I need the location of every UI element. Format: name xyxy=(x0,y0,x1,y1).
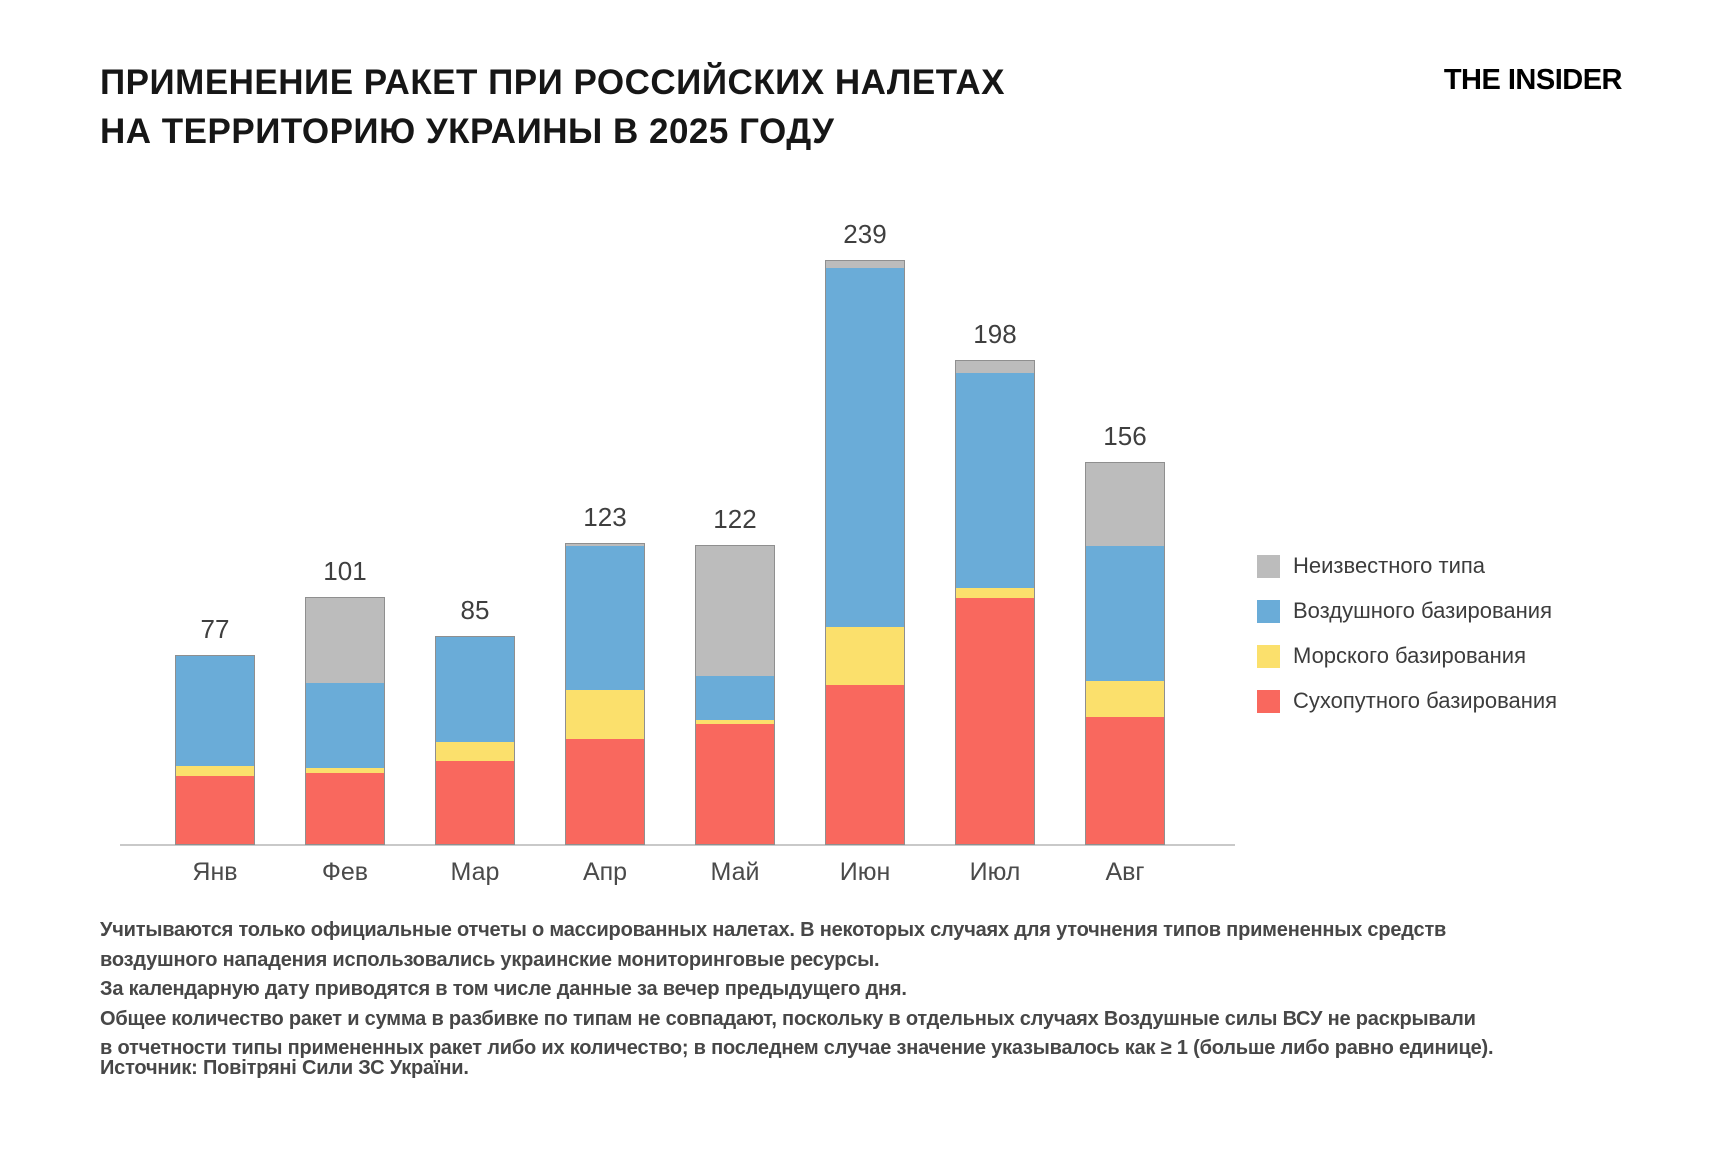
bar-segment xyxy=(1086,546,1164,680)
bar-segment xyxy=(826,268,904,627)
bar-segment xyxy=(566,546,644,690)
bar-segment xyxy=(956,373,1034,588)
bar-segment xyxy=(436,761,514,844)
bar-Янв xyxy=(175,655,255,845)
bar-segment xyxy=(1086,717,1164,844)
bar-segment xyxy=(176,766,254,776)
bar-total-label: 123 xyxy=(583,501,627,532)
legend-swatch xyxy=(1257,555,1280,578)
month-label-Апр: Апр xyxy=(582,858,628,886)
footnote-line: воздушного нападения использовались украинские мониторинговые ресурсы. xyxy=(100,948,880,971)
month-label-Фев: Фев xyxy=(321,858,369,886)
page-title-line2: НА ТЕРРИТОРИЮ УКРАИНЫ В 2025 ГОДУ xyxy=(100,112,835,151)
x-axis-line xyxy=(120,844,1235,846)
legend-item xyxy=(1257,643,1557,669)
bar-segment xyxy=(956,598,1034,844)
legend-label: Сухопутного базирования xyxy=(1293,688,1558,713)
page-title-line1: ПРИМЕНЕНИЕ РАКЕТ ПРИ РОССИЙСКИХ НАЛЕТАХ xyxy=(100,63,1006,102)
legend-item xyxy=(1257,553,1557,579)
bar-total-label: 85 xyxy=(460,594,490,625)
chart-legend xyxy=(1257,553,1557,733)
footnote-line: За календарную дату приводятся в том числе данные за вечер предыдущего дня. xyxy=(100,978,907,1000)
month-label-Мар: Мар xyxy=(450,858,500,886)
brand-logo: THE INSIDER xyxy=(1443,64,1622,96)
source-line: Источник: Повітряні Сили ЗС України. xyxy=(100,1057,469,1079)
month-label-Июн: Июн xyxy=(839,858,891,886)
bar-Май xyxy=(695,545,775,845)
legend-label: Воздушного базирования xyxy=(1293,598,1552,623)
bar-segment xyxy=(826,685,904,844)
bar-Мар xyxy=(435,636,515,845)
footnote-line: в отчетности типы примененных ракет либо их количество; в последнем случае значение указывалось как ≥ 1 (больше либо равно единице). xyxy=(100,1037,1494,1059)
bar-total-label: 156 xyxy=(1103,421,1147,452)
bar-segment xyxy=(1086,681,1164,718)
bar-Июн xyxy=(825,260,905,845)
month-label-Янв: Янв xyxy=(192,858,238,886)
legend-label: Неизвестного типа xyxy=(1293,553,1486,578)
bar-segment xyxy=(696,546,774,675)
legend-swatch xyxy=(1257,645,1280,668)
footnotes xyxy=(100,916,1493,1064)
legend-item xyxy=(1257,688,1557,714)
legend-swatch xyxy=(1257,690,1280,713)
bar-total-label: 198 xyxy=(973,318,1017,349)
bar-Авг xyxy=(1085,462,1165,845)
bar-segment xyxy=(1086,463,1164,546)
bar-segment xyxy=(306,773,384,844)
bar-segment xyxy=(436,637,514,742)
legend-item xyxy=(1257,598,1557,624)
bar-segment xyxy=(956,588,1034,598)
bar-segment xyxy=(826,627,904,686)
bar-segment xyxy=(566,739,644,844)
month-label-Авг: Авг xyxy=(1105,858,1145,886)
bar-segment xyxy=(306,683,384,768)
bar-total-label: 101 xyxy=(323,555,367,586)
bar-segment xyxy=(176,656,254,766)
legend-swatch xyxy=(1257,600,1280,623)
bar-total-label: 239 xyxy=(843,218,887,249)
bar-Апр xyxy=(565,543,645,845)
legend-label: Морского базирования xyxy=(1293,643,1526,668)
bar-segment xyxy=(436,742,514,762)
bar-total-label: 122 xyxy=(713,504,757,535)
bar-Фев xyxy=(305,597,385,845)
bar-total-label: 77 xyxy=(200,614,230,645)
month-label-Май: Май xyxy=(710,858,760,886)
bar-Июл xyxy=(955,360,1035,845)
bar-segment xyxy=(696,676,774,720)
bar-segment xyxy=(956,361,1034,373)
bar-segment xyxy=(306,598,384,683)
bar-segment xyxy=(826,261,904,268)
bar-segment xyxy=(566,690,644,739)
footnote-line: Общее количество ракет и сумма в разбивке по типам не совпадают, поскольку в отдельных случаях Воздушные силы ВСУ не раскрывали xyxy=(100,1007,1476,1030)
bar-segment xyxy=(176,776,254,844)
footnote-line: Учитываются только официальные отчеты о массированных налетах. В некоторых случаях для уточнения типов примененных средств xyxy=(100,919,1447,941)
bar-segment xyxy=(696,724,774,844)
month-label-Июл: Июл xyxy=(969,858,1021,886)
